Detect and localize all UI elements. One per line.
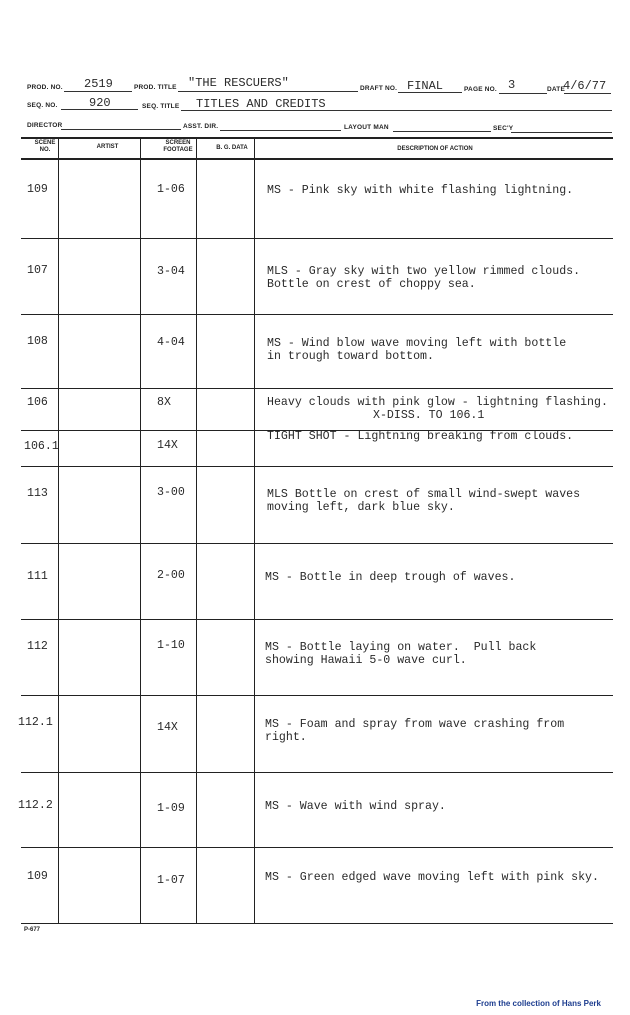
draft-no-label: DRAFT NO.	[360, 85, 398, 92]
screen-footage: 4-04	[157, 336, 185, 349]
action-description: MLS Bottle on crest of small wind-swept waves moving left, dark blue sky.	[267, 488, 581, 514]
scene-number: 112.2	[18, 799, 53, 812]
column-header-description: DESCRIPTION OF ACTION	[397, 146, 473, 152]
action-description: MS - Wind blow wave moving left with bottle in trough toward bottom.	[267, 337, 567, 363]
screen-footage: 3-04	[157, 265, 185, 278]
screen-footage: 3-00	[157, 486, 185, 499]
director-label: DIRECTOR	[27, 122, 63, 129]
page-no-label: PAGE NO.	[464, 86, 497, 93]
action-description: MS - Foam and spray from wave crashing from right.	[265, 718, 565, 744]
action-description: MS - Pink sky with white flashing lightning.	[267, 184, 574, 197]
screen-footage: 14X	[157, 721, 178, 734]
seq-title-label: SEQ. TITLE	[142, 103, 180, 110]
transition-note: X-DISS. TO 106.1	[373, 409, 485, 422]
scene-number: 108	[27, 335, 48, 348]
screen-footage: 2-00	[157, 569, 185, 582]
column-header-artist: ARTIST	[96, 144, 119, 150]
screen-footage: 1-10	[157, 639, 185, 652]
prod-title-label: PROD. TITLE	[134, 84, 177, 91]
page-no-value: 3	[508, 78, 516, 92]
scene-number: 106.1	[24, 440, 59, 453]
column-header-screen-footage: SCREEN FOOTAGE	[163, 140, 193, 153]
screen-footage: 1-09	[157, 802, 185, 815]
scene-number: 109	[27, 183, 48, 196]
scene-number: 111	[27, 570, 48, 583]
screen-footage: 1-06	[157, 183, 185, 196]
column-header-bg-data: B. G. DATA	[216, 145, 248, 151]
action-description: MS - Wave with wind spray.	[265, 800, 446, 813]
scene-number: 106	[27, 396, 48, 409]
scene-number: 109	[27, 870, 48, 883]
column-header-scene-no: SCENE NO.	[34, 140, 56, 153]
secy-label: SEC'Y	[493, 125, 514, 132]
seq-title-value: TITLES AND CREDITS	[196, 97, 326, 111]
action-description: Heavy clouds with pink glow - lightning flashing.	[267, 396, 608, 409]
action-description: MLS - Gray sky with two yellow rimmed clouds. Bottle on crest of choppy sea.	[267, 265, 581, 291]
scene-number: 112.1	[18, 716, 53, 729]
scene-number: 107	[27, 264, 48, 277]
action-description: MS - Green edged wave moving left with pink sky.	[265, 871, 599, 884]
asst-dir-label: ASST. DIR.	[183, 123, 219, 130]
form-number: P-677	[24, 927, 41, 933]
screen-footage: 14X	[157, 439, 178, 452]
date-label: DATE	[547, 86, 566, 93]
scene-number: 112	[27, 640, 48, 653]
screen-footage: 1-07	[157, 874, 185, 887]
action-description: MS - Bottle in deep trough of waves.	[265, 571, 516, 584]
action-description: MS - Bottle laying on water. Pull back showing Hawaii 5-0 wave curl.	[265, 641, 537, 667]
seq-no-label: SEQ. NO.	[27, 102, 58, 109]
layout-man-label: LAYOUT MAN	[344, 124, 389, 131]
collection-credit: From the collection of Hans Perk	[476, 999, 601, 1008]
date-value: 4/6/77	[563, 79, 607, 93]
scene-number: 113	[27, 487, 48, 500]
prod-no-label: PROD. NO.	[27, 84, 63, 91]
screen-footage: 8X	[157, 396, 171, 409]
seq-no-value: 920	[89, 96, 111, 110]
draft-no-value: FINAL	[407, 79, 444, 93]
prod-title-value: "THE RESCUERS"	[188, 76, 289, 90]
prod-no-value: 2519	[84, 77, 113, 91]
action-description: TIGHT SHOT - Lightning breaking from clouds.	[267, 430, 574, 443]
